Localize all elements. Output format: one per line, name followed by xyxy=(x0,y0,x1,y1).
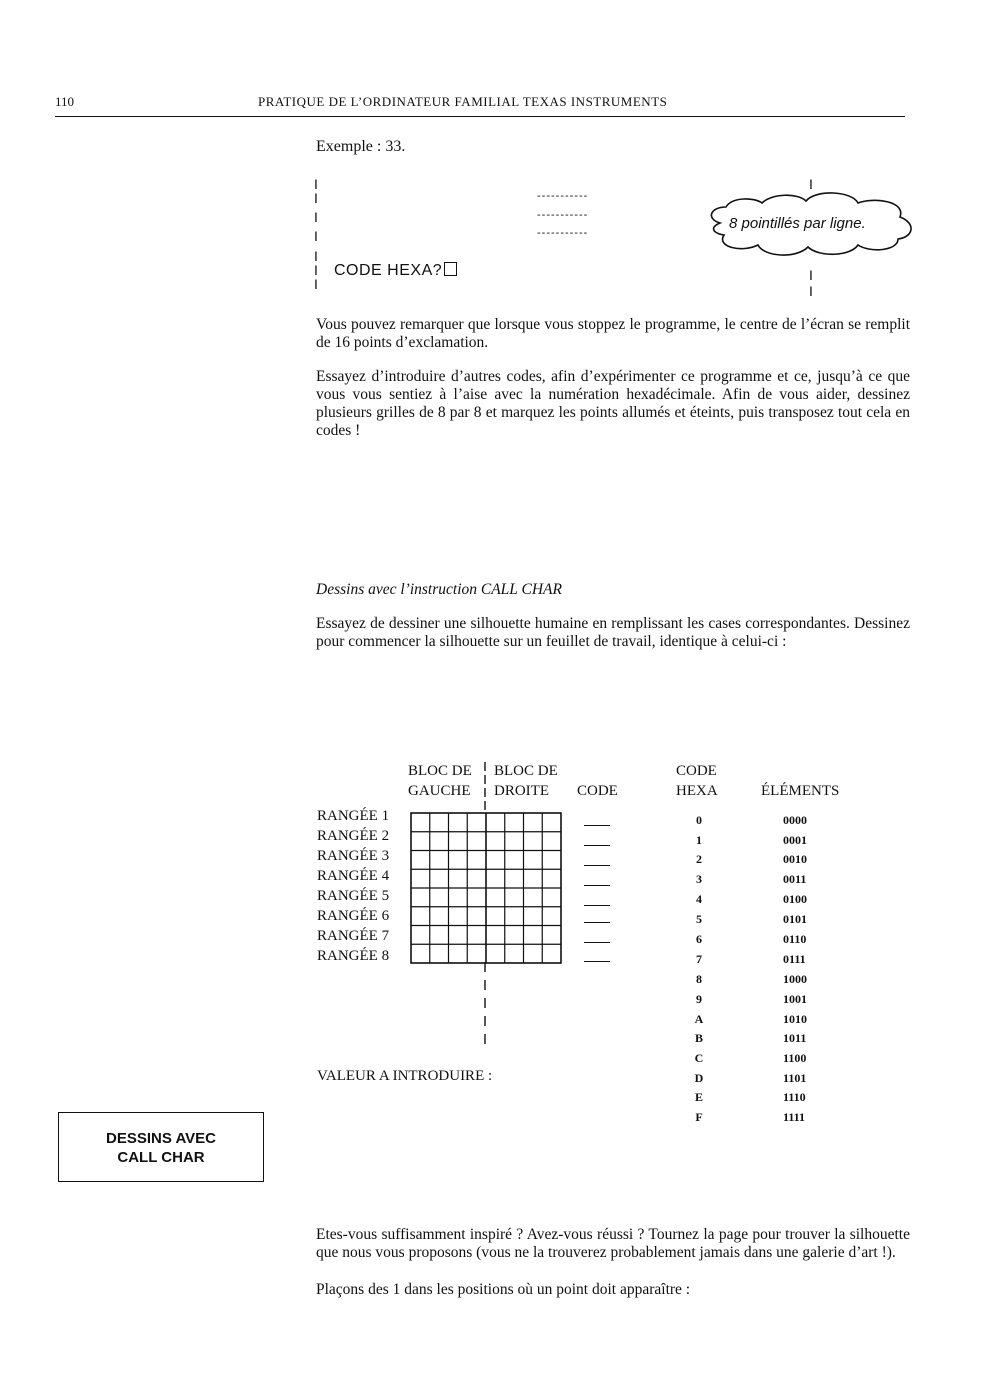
code-blank xyxy=(584,942,610,943)
hex-digit: 9 xyxy=(696,992,702,1006)
code-blank xyxy=(584,885,610,886)
row-label: RANGÉE 6 xyxy=(317,908,390,924)
hex-digit: 5 xyxy=(696,912,702,926)
bloc-droite-header: BLOC DE DROITE xyxy=(494,763,558,799)
code-blank xyxy=(584,845,610,846)
screen-right-border-bottom: I I xyxy=(809,267,813,299)
margin-box xyxy=(58,1112,264,1182)
cloud-caption: 8 pointillés par ligne. xyxy=(729,215,866,232)
paragraph: Essayez d’introduire d’autres codes, afin d’expérimenter ce programme et ce, jusqu’à ce que vous vous sentiez à l’aise avec la numération hexadécimale. Afin de vous aider, dessinez plusieurs grilles de 8 par 8 et marquez les points allumés et éteints, puis transposez tout cela en codes ! xyxy=(316,368,910,439)
margin-box-line: DESSINS AVEC xyxy=(105,1130,217,1147)
pixel-grid xyxy=(410,812,564,966)
hex-digit: C xyxy=(694,1051,704,1065)
cursor-icon xyxy=(444,262,457,276)
code-blank xyxy=(584,905,610,906)
page-number: 110 xyxy=(55,94,75,109)
hex-digit: 8 xyxy=(696,972,702,986)
paragraph: Etes-vous suffisamment inspiré ? Avez-vous réussi ? Tournez la page pour trouver la silhouette que nous vous proposons (vous ne la trouverez probablement jamais dans une galerie d’art !). xyxy=(316,1226,910,1261)
binary-value: 1010 xyxy=(783,1012,807,1026)
hex-digit: 2 xyxy=(696,852,702,866)
hex-digit: B xyxy=(694,1031,703,1045)
hex-digit: 7 xyxy=(696,952,702,966)
binary-value: 0001 xyxy=(783,833,807,847)
binary-value: 0101 xyxy=(783,912,807,926)
paragraph: Essayez de dessiner une silhouette humaine en remplissant les cases correspondantes. Dessinez pour commencer la silhouette sur un feuillet de travail, identique à celui-ci : xyxy=(316,615,910,650)
row-label: RANGÉE 5 xyxy=(317,888,390,904)
row-label: RANGÉE 2 xyxy=(317,828,390,844)
binary-value: 1111 xyxy=(783,1110,806,1124)
binary-value: 1011 xyxy=(783,1031,807,1045)
hex-digit: 6 xyxy=(696,932,702,946)
screen-left-border: I I I I I I I xyxy=(314,176,318,292)
header-rule xyxy=(55,116,905,117)
binary-value: 0100 xyxy=(783,892,807,906)
binary-value: 0110 xyxy=(783,932,807,946)
valeur-label: VALEUR A INTRODUIRE : xyxy=(317,1068,493,1084)
paragraph: Plaçons des 1 dans les positions où un point doit apparaître : xyxy=(316,1281,691,1298)
example-label: Exemple : 33. xyxy=(316,138,406,155)
row-label: RANGÉE 7 xyxy=(317,928,390,944)
binary-value: 1100 xyxy=(783,1051,807,1065)
code-hexa-prompt: CODE HEXA? xyxy=(334,262,457,280)
binary-value: 1001 xyxy=(783,992,807,1006)
dotted-line: ----------- xyxy=(537,190,589,202)
code-blank xyxy=(584,825,610,826)
hex-digit: D xyxy=(694,1071,704,1085)
code-blank xyxy=(584,922,610,923)
hex-digit: 4 xyxy=(696,892,702,906)
hex-digit: 3 xyxy=(696,872,702,886)
bloc-gauche-header: BLOC DE GAUCHE xyxy=(408,763,472,799)
running-title: PRATIQUE DE L’ORDINATEUR FAMILIAL TEXAS INSTRUMENTS xyxy=(258,94,668,109)
row-label: RANGÉE 3 xyxy=(317,848,390,864)
hex-digit: 0 xyxy=(696,813,702,827)
hex-digit: 1 xyxy=(696,833,702,847)
hex-digit: E xyxy=(694,1090,703,1104)
dotted-line: ----------- xyxy=(537,227,589,239)
binary-value: 1101 xyxy=(783,1071,807,1085)
margin-box-line: CALL CHAR xyxy=(117,1149,205,1166)
binary-value: 0010 xyxy=(783,852,807,866)
hex-digit: F xyxy=(695,1110,703,1124)
binary-value: 0111 xyxy=(783,952,806,966)
row-label: RANGÉE 8 xyxy=(317,948,390,964)
section-title: Dessins avec l’instruction CALL CHAR xyxy=(316,581,562,598)
hex-digit: A xyxy=(694,1012,704,1026)
binary-value: 0000 xyxy=(783,813,807,827)
dotted-line: ----------- xyxy=(537,209,589,221)
code-header: CODE xyxy=(577,783,618,799)
binary-value: 0011 xyxy=(783,872,807,886)
code-blank xyxy=(584,865,610,866)
code-blank xyxy=(584,961,610,962)
screen-right-border-top: I xyxy=(809,176,813,192)
row-label: RANGÉE 1 xyxy=(317,808,390,824)
binary-value: 1000 xyxy=(783,972,807,986)
row-label: RANGÉE 4 xyxy=(317,868,390,884)
code-hexa-header: CODE HEXA xyxy=(676,763,718,799)
paragraph: Vous pouvez remarquer que lorsque vous stoppez le programme, le centre de l’écran se remplit de 16 points d’exclamation. xyxy=(316,316,910,351)
binary-value: 1110 xyxy=(783,1090,806,1104)
elements-header: ÉLÉMENTS xyxy=(761,783,840,799)
